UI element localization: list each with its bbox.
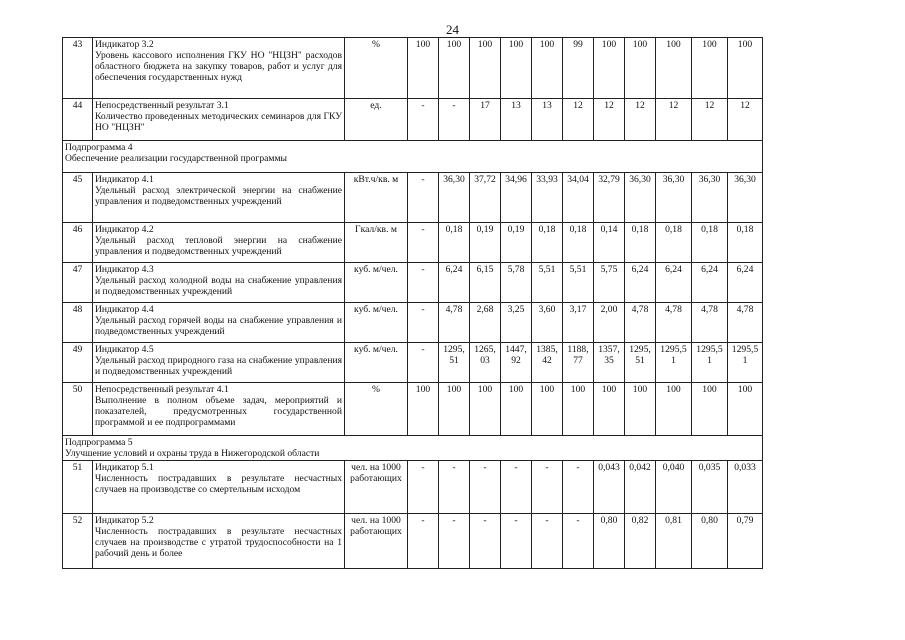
value-cell: -	[408, 514, 439, 569]
value-cell: 0,18	[656, 223, 692, 263]
value-cell: -	[563, 461, 594, 514]
value-cell: 100	[439, 383, 470, 436]
row-number: 48	[63, 303, 93, 343]
unit-cell: Гкал/кв. м	[345, 223, 408, 263]
value-cell: 6,15	[470, 263, 501, 303]
section-cell	[63, 141, 763, 173]
indicator-description: Удельный расход горячей воды на снабжение управления и подведомственных учреждений	[95, 315, 342, 337]
value-cell: 4,78	[692, 303, 728, 343]
table-row	[63, 38, 763, 99]
unit-cell: куб. м/чел.	[345, 263, 408, 303]
value-cell: 34,96	[501, 173, 532, 223]
row-number: 50	[63, 383, 93, 436]
section-text: Обеспечение реализации государственной программы	[65, 153, 287, 164]
value-cell: 99	[563, 38, 594, 99]
value-cell: 1295,51	[656, 343, 692, 383]
value-cell: 3,17	[563, 303, 594, 343]
indicator-cell	[93, 223, 345, 263]
value-cell: 0,79	[728, 514, 763, 569]
value-cell: 100	[692, 38, 728, 99]
value-cell: 5,51	[563, 263, 594, 303]
row-number: 49	[63, 343, 93, 383]
indicator-cell	[93, 303, 345, 343]
value-cell: 12	[625, 99, 656, 141]
value-cell: -	[501, 461, 532, 514]
value-cell: 0,19	[470, 223, 501, 263]
value-cell: 4,78	[439, 303, 470, 343]
value-cell: 13	[501, 99, 532, 141]
value-cell: 12	[594, 99, 625, 141]
table-row	[63, 383, 763, 436]
indicator-cell	[93, 38, 345, 99]
indicator-cell	[93, 343, 345, 383]
value-cell: 0,043	[594, 461, 625, 514]
row-number: 43	[63, 38, 93, 99]
value-cell: 6,24	[625, 263, 656, 303]
value-cell: 12	[656, 99, 692, 141]
indicators-table	[62, 37, 763, 569]
value-cell: -	[408, 223, 439, 263]
value-cell: 12	[692, 99, 728, 141]
value-cell: 1357,35	[594, 343, 625, 383]
indicator-description: Удельный расход электрической энергии на снабжение управления и подведомственных учреждений	[95, 185, 342, 207]
value-cell: 0,80	[594, 514, 625, 569]
value-cell: 100	[728, 38, 763, 99]
value-cell: 0,18	[532, 223, 563, 263]
indicator-description: Выполнение в полном объеме задач, мероприятий и показателей, предусмотренных государственной программой и ее подпрограммами	[95, 395, 342, 428]
value-cell: 100	[501, 38, 532, 99]
value-cell: 0,80	[692, 514, 728, 569]
value-cell: 0,82	[625, 514, 656, 569]
indicator-cell	[93, 263, 345, 303]
value-cell: 5,75	[594, 263, 625, 303]
indicator-title: Индикатор 4.4	[95, 304, 154, 315]
section-row	[63, 141, 763, 173]
value-cell: 36,30	[692, 173, 728, 223]
table-row	[63, 303, 763, 343]
value-cell: 0,18	[563, 223, 594, 263]
value-cell: 100	[656, 38, 692, 99]
value-cell: 3,60	[532, 303, 563, 343]
section-text: Улучшение условий и охраны труда в Нижегородской области	[65, 448, 320, 459]
indicator-title: Индикатор 3.2	[95, 39, 154, 50]
value-cell: -	[408, 461, 439, 514]
section-title: Подпрограмма 5	[65, 437, 133, 448]
table-row	[63, 173, 763, 223]
row-number: 44	[63, 99, 93, 141]
value-cell: 1265,03	[470, 343, 501, 383]
value-cell: 100	[470, 383, 501, 436]
table-row	[63, 343, 763, 383]
value-cell: 1295,51	[692, 343, 728, 383]
value-cell: 100	[594, 38, 625, 99]
value-cell: 100	[408, 38, 439, 99]
value-cell: 12	[728, 99, 763, 141]
value-cell: 36,30	[728, 173, 763, 223]
value-cell: 6,24	[728, 263, 763, 303]
unit-cell: ед.	[345, 99, 408, 141]
unit-cell: чел. на 1000 работающих	[345, 514, 408, 569]
value-cell: 36,30	[625, 173, 656, 223]
indicator-cell	[93, 383, 345, 436]
value-cell: -	[408, 173, 439, 223]
value-cell: 32,79	[594, 173, 625, 223]
indicator-title: Индикатор 5.2	[95, 515, 154, 526]
section-title: Подпрограмма 4	[65, 142, 133, 153]
value-cell: 100	[408, 383, 439, 436]
value-cell: 6,24	[656, 263, 692, 303]
unit-cell: куб. м/чел.	[345, 303, 408, 343]
value-cell: 100	[470, 38, 501, 99]
value-cell: 0,040	[656, 461, 692, 514]
page-number: 24	[446, 22, 459, 37]
value-cell: 1295,51	[439, 343, 470, 383]
value-cell: 100	[439, 38, 470, 99]
row-number: 52	[63, 514, 93, 569]
value-cell: 0,19	[501, 223, 532, 263]
indicator-cell	[93, 173, 345, 223]
value-cell: 100	[728, 383, 763, 436]
value-cell: 36,30	[656, 173, 692, 223]
value-cell: 37,72	[470, 173, 501, 223]
value-cell: 3,25	[501, 303, 532, 343]
value-cell: 5,51	[532, 263, 563, 303]
value-cell: 0,18	[692, 223, 728, 263]
section-cell	[63, 436, 763, 461]
value-cell: -	[563, 514, 594, 569]
value-cell: 1447,92	[501, 343, 532, 383]
value-cell: 100	[532, 38, 563, 99]
value-cell: 4,78	[625, 303, 656, 343]
indicator-description: Удельный расход природного газа на снабжение управления и подведомственных учреждений	[95, 355, 342, 377]
indicator-title: Индикатор 4.2	[95, 224, 154, 235]
unit-cell: %	[345, 38, 408, 99]
indicator-description: Количество проведенных методических семинаров для ГКУ НО "НЦЗН"	[95, 111, 342, 133]
indicator-title: Индикатор 4.1	[95, 174, 154, 185]
value-cell: -	[439, 461, 470, 514]
value-cell: 0,042	[625, 461, 656, 514]
value-cell: 2,00	[594, 303, 625, 343]
indicator-cell	[93, 514, 345, 569]
table-row	[63, 263, 763, 303]
value-cell: 0,035	[692, 461, 728, 514]
section-row	[63, 436, 763, 461]
table-row	[63, 461, 763, 514]
value-cell: 4,78	[728, 303, 763, 343]
value-cell: 100	[656, 383, 692, 436]
value-cell: 33,93	[532, 173, 563, 223]
indicator-title: Индикатор 4.5	[95, 344, 154, 355]
indicator-title: Непосредственный результат 3.1	[95, 100, 229, 111]
value-cell: 0,18	[439, 223, 470, 263]
value-cell: 1385,42	[532, 343, 563, 383]
value-cell: -	[408, 343, 439, 383]
value-cell: -	[501, 514, 532, 569]
row-number: 45	[63, 173, 93, 223]
unit-cell: кВт.ч/кв. м	[345, 173, 408, 223]
value-cell: -	[439, 99, 470, 141]
row-number: 47	[63, 263, 93, 303]
value-cell: 100	[625, 38, 656, 99]
indicator-description: Удельный расход холодной воды на снабжение управления и подведомственных учреждений	[95, 275, 342, 297]
value-cell: 17	[470, 99, 501, 141]
value-cell: -	[408, 263, 439, 303]
value-cell: -	[532, 461, 563, 514]
value-cell: -	[408, 303, 439, 343]
value-cell: 100	[625, 383, 656, 436]
table-row	[63, 514, 763, 569]
table-row	[63, 99, 763, 141]
indicator-title: Непосредственный результат 4.1	[95, 384, 229, 395]
value-cell: 100	[563, 383, 594, 436]
value-cell: 100	[501, 383, 532, 436]
value-cell: 6,24	[439, 263, 470, 303]
indicator-description: Численность пострадавших в результате несчастных случаев на производстве с утратой трудоспособности на 1 рабочий день и более	[95, 526, 342, 559]
value-cell: 100	[692, 383, 728, 436]
value-cell: 36,30	[439, 173, 470, 223]
value-cell: 34,04	[563, 173, 594, 223]
indicator-cell	[93, 99, 345, 141]
value-cell: -	[408, 99, 439, 141]
indicator-description: Удельный расход тепловой энергии на снабжение управления и подведомственных учреждений	[95, 235, 342, 257]
value-cell: 2,68	[470, 303, 501, 343]
value-cell: 13	[532, 99, 563, 141]
value-cell: 4,78	[656, 303, 692, 343]
value-cell: -	[470, 461, 501, 514]
value-cell: -	[439, 514, 470, 569]
value-cell: -	[470, 514, 501, 569]
row-number: 51	[63, 461, 93, 514]
table-row	[63, 223, 763, 263]
value-cell: 0,18	[728, 223, 763, 263]
value-cell: 1295,51	[625, 343, 656, 383]
unit-cell: куб. м/чел.	[345, 343, 408, 383]
indicator-cell	[93, 461, 345, 514]
indicator-description: Уровень кассового исполнения ГКУ НО "НЦЗН" расходов областного бюджета на закупку товаров, работ и услуг для обеспечения государственных нужд	[95, 50, 342, 83]
value-cell: -	[532, 514, 563, 569]
value-cell: 100	[532, 383, 563, 436]
value-cell: 6,24	[692, 263, 728, 303]
value-cell: 0,033	[728, 461, 763, 514]
indicator-title: Индикатор 5.1	[95, 462, 154, 473]
indicator-title: Индикатор 4.3	[95, 264, 154, 275]
indicator-description: Численность пострадавших в результате несчастных случаев на производстве со смертельным исходом	[95, 473, 342, 495]
value-cell: 5,78	[501, 263, 532, 303]
unit-cell: чел. на 1000 работающих	[345, 461, 408, 514]
row-number: 46	[63, 223, 93, 263]
value-cell: 100	[594, 383, 625, 436]
unit-cell: %	[345, 383, 408, 436]
value-cell: 0,81	[656, 514, 692, 569]
value-cell: 1188,77	[563, 343, 594, 383]
value-cell: 0,14	[594, 223, 625, 263]
value-cell: 12	[563, 99, 594, 141]
value-cell: 1295,51	[728, 343, 763, 383]
value-cell: 0,18	[625, 223, 656, 263]
